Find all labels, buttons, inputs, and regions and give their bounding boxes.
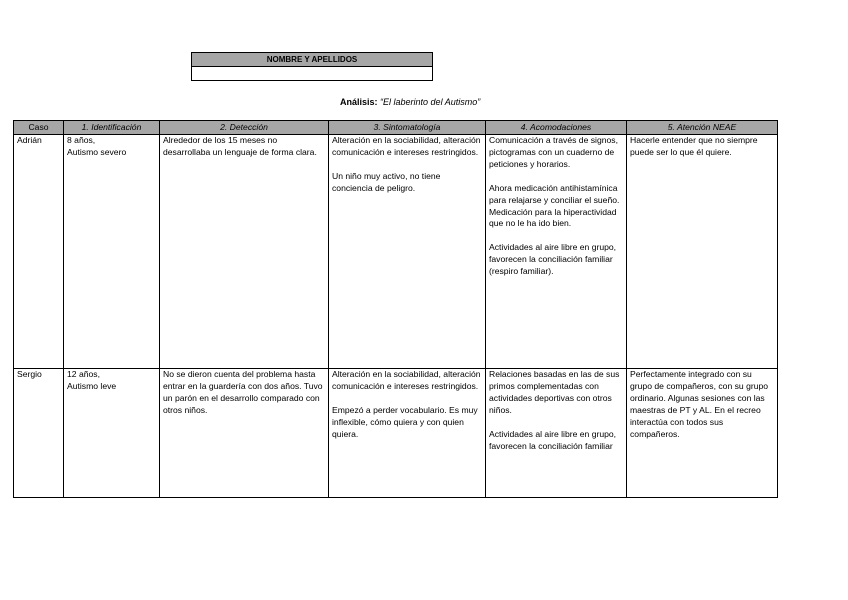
- cell-acomodaciones: [486, 135, 627, 369]
- table-header-row: [14, 121, 778, 135]
- table-row: [14, 369, 778, 498]
- cell-text: No se dieron cuenta del problema hasta entrar en la guardería con dos años. Tuvo un parón en el desarrollo comparado con otros niños.: [163, 369, 323, 415]
- cell-atencion: [627, 369, 778, 498]
- analysis-label: Análisis:: [340, 97, 378, 107]
- cell-deteccion: [160, 369, 329, 498]
- header-sintomatologia: 3. Sintomatología: [329, 121, 486, 135]
- header-deteccion: 2. Detección: [160, 121, 329, 135]
- cell-text: Ahora medicación antihistamínica para relajarse y conciliar el sueño. Medicación para la hiperactividad que no le ha ido bien.: [489, 182, 620, 229]
- cell-text: Empezó a perder vocabulario. Es muy inflexible, cómo quiera y con quien quiera.: [332, 404, 478, 439]
- cell-acomodaciones: [486, 369, 627, 498]
- header-atencion: 5. Atención NEAE: [627, 121, 778, 135]
- cell-sintomatologia: [329, 135, 486, 369]
- name-field[interactable]: [191, 67, 433, 81]
- cell-text: Alrededor de los 15 meses no desarrollaba un lenguaje de forma clara.: [163, 135, 317, 157]
- cell-caso: Sergio: [14, 369, 64, 498]
- cell-atencion: [627, 135, 778, 369]
- analysis-subtitle: [340, 97, 480, 107]
- cell-identificacion: [64, 369, 160, 498]
- name-box: [191, 52, 433, 81]
- cell-text: Autismo leve: [67, 380, 117, 391]
- cell-deteccion: [160, 135, 329, 369]
- cell-text: Actividades al aire libre en grupo, favorecen la conciliación familiar: [489, 428, 617, 451]
- cell-text: Relaciones basadas en las de sus primos complementadas con actividades deportivas con otros niños.: [489, 369, 620, 415]
- cell-text: Hacerle entender que no siempre puede ser lo que él quiere.: [630, 135, 758, 157]
- cell-text: Perfectamente integrado con su grupo de compañeros, con su grupo ordinario. Algunas sesiones con las maestras de PT y AL. En el recreo interactúa con todos sus compañeros.: [630, 369, 769, 439]
- cell-sintomatologia: [329, 369, 486, 498]
- header-acomodaciones: 4. Acomodaciones: [486, 121, 627, 135]
- cell-text: Comunicación a través de signos, pictogramas con un cuaderno de peticiones y horarios.: [489, 135, 618, 169]
- header-caso: Caso: [14, 121, 64, 135]
- cell-text: Alteración en la sociabilidad, alteración comunicación e intereses restringidos.: [332, 135, 481, 157]
- analysis-table: [13, 120, 778, 498]
- cell-identificacion: [64, 135, 160, 369]
- header-identificacion: 1. Identificación: [64, 121, 160, 135]
- name-header: NOMBRE Y APELLIDOS: [191, 52, 433, 67]
- cell-text: Actividades al aire libre en grupo, favorecen la conciliación familiar (respiro familiar).: [489, 242, 617, 277]
- cell-text: Autismo severo: [67, 146, 127, 157]
- cell-text: Un niño muy activo, no tiene conciencia de peligro.: [332, 170, 441, 193]
- cell-text: Alteración en la sociabilidad, alteración comunicación e intereses restringidos.: [332, 369, 481, 391]
- cell-text: 8 años,: [67, 135, 96, 145]
- analysis-title: “El laberinto del Autismo”: [380, 97, 481, 107]
- cell-text: 12 años,: [67, 369, 100, 379]
- table-row: [14, 135, 778, 369]
- cell-caso: Adrián: [14, 135, 64, 369]
